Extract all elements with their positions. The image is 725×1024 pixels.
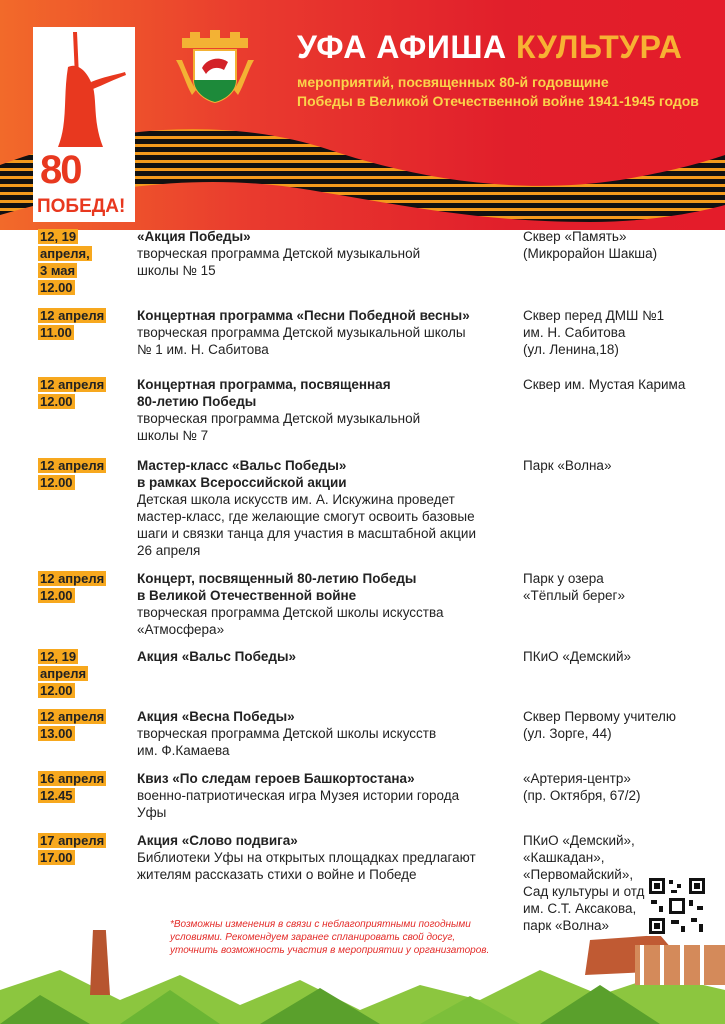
- event-venue: Сквер Первому учителю (ул. Зорге, 44): [523, 709, 677, 741]
- event-date: 12, 19 апреля 12.00: [40, 649, 87, 698]
- qr-code-icon[interactable]: [647, 876, 707, 936]
- motherland-statue-icon: [33, 27, 135, 152]
- event-date: 12 апреля 13.00: [40, 709, 105, 741]
- disclaimer-note: *Возможны изменения в связи с неблагоприятными погодными условиями. Рекомендуем заранее спланировать свой досуг, уточнить возможность участия в мероприятии у организаторов.: [170, 919, 490, 956]
- event-description: им. Ф.Камаева: [137, 743, 230, 758]
- event-date: 17 апреля 17.00: [40, 833, 105, 865]
- event-title: Мастер-класс «Вальс Победы» в рамках Всероссийской акции Детская школа искусств им. А. Искужина проведет мастер-класс, где желающие смогут освоить базовые шаги и связки танца для участия в масштабной акции 26 апреля: [137, 457, 507, 559]
- event-description: творческая программа Детской музыкальной: [137, 411, 421, 426]
- event-title: Концертная программа, посвященная 80-летию Победы творческая программа Детской музыкальной школы № 7: [137, 376, 507, 444]
- event-description: школы № 7: [137, 428, 209, 443]
- event-description: «Атмосфера»: [137, 622, 225, 637]
- event-date: 12 апреля 11.00: [40, 308, 105, 340]
- event-title: Акция «Слово подвига» Библиотеки Уфы на открытых площадках предлагают жителям рассказать стихи о войне и Победе: [137, 832, 507, 883]
- logo-number: 80: [40, 148, 81, 192]
- event-date: 12 апреля 12.00: [40, 571, 105, 603]
- event-description: Библиотеки Уфы на открытых площадках предлагают: [137, 850, 476, 865]
- event-description: мастер-класс, где желающие смогут освоить базовые: [137, 509, 475, 524]
- event-description: школы № 15: [137, 263, 216, 278]
- logo-word: ПОБЕДА!: [37, 196, 126, 217]
- event-venue: ПКиО «Демский»: [523, 649, 632, 664]
- page-title: УФА АФИША КУЛЬТУРА: [297, 29, 683, 65]
- event-description: № 1 им. Н. Сабитова: [137, 342, 269, 357]
- event-description: 26 апреля: [137, 543, 201, 558]
- event-venue: Сквер им. Мустая Карима: [523, 377, 686, 392]
- event-title: Концертная программа «Песни Победной весны» творческая программа Детской музыкальной школы № 1 им. Н. Сабитова: [137, 307, 507, 358]
- event-venue: «Артерия-центр» (пр. Октября, 67/2): [523, 771, 641, 803]
- event-venue: Парк у озера «Тёплый берег»: [523, 571, 625, 603]
- event-date: 12 апреля 12.00: [40, 377, 105, 409]
- event-title: Концерт, посвященный 80-летию Победы в Великой Отечественной войне творческая программа Детской школы искусства «Атмосфера»: [137, 570, 507, 638]
- event-date: 12, 19 апреля, 3 мая 12.00: [40, 229, 90, 295]
- event-venue: Сквер перед ДМШ №1 им. Н. Сабитова (ул. Ленина,18): [523, 308, 665, 357]
- event-venue: Сквер «Память» (Микрорайон Шакша): [523, 229, 658, 261]
- page-subtitle: мероприятий, посвященных 80-й годовщине Победы в Великой Отечественной войне 1941-1945 годов: [297, 74, 699, 109]
- event-description: Уфы: [137, 805, 167, 820]
- ufa-coat-of-arms-icon: [172, 30, 258, 106]
- event-date: 12 апреля 12.00: [40, 458, 105, 490]
- event-venue: ПКиО «Демский», «Кашкадан», «Первомайский», Сад культуры и отд им. С.Т. Аксакова, парк «Волна»: [523, 833, 645, 933]
- event-description: шаги и связки танца для участия в масштабной акции: [137, 526, 476, 541]
- event-description: творческая программа Детской школы искусства: [137, 605, 444, 620]
- event-description: творческая программа Детской музыкальной: [137, 246, 421, 261]
- header-banner: [0, 0, 725, 230]
- event-description: жителям рассказать стихи о войне и Победе: [137, 867, 417, 882]
- event-description: творческая программа Детской школы искусств: [137, 726, 437, 741]
- event-description: Детская школа искусств им. А. Искужина проведет: [137, 492, 455, 507]
- event-title: Акция «Весна Победы» творческая программа Детской школы искусств им. Ф.Камаева: [137, 708, 507, 759]
- event-description: творческая программа Детской музыкальной школы: [137, 325, 466, 340]
- event-date: 16 апреля 12.45: [40, 771, 105, 803]
- event-description: военно-патриотическая игра Музея истории города: [137, 788, 460, 803]
- event-title: Квиз «По следам героев Башкортостана» военно-патриотическая игра Музея истории города Уфы: [137, 770, 507, 821]
- event-title: Акция «Вальс Победы»: [137, 649, 297, 664]
- event-venue: Парк «Волна»: [523, 458, 612, 473]
- event-title: «Акция Победы» творческая программа Детской музыкальной школы № 15: [137, 228, 507, 279]
- footer-landscape: [0, 930, 725, 1024]
